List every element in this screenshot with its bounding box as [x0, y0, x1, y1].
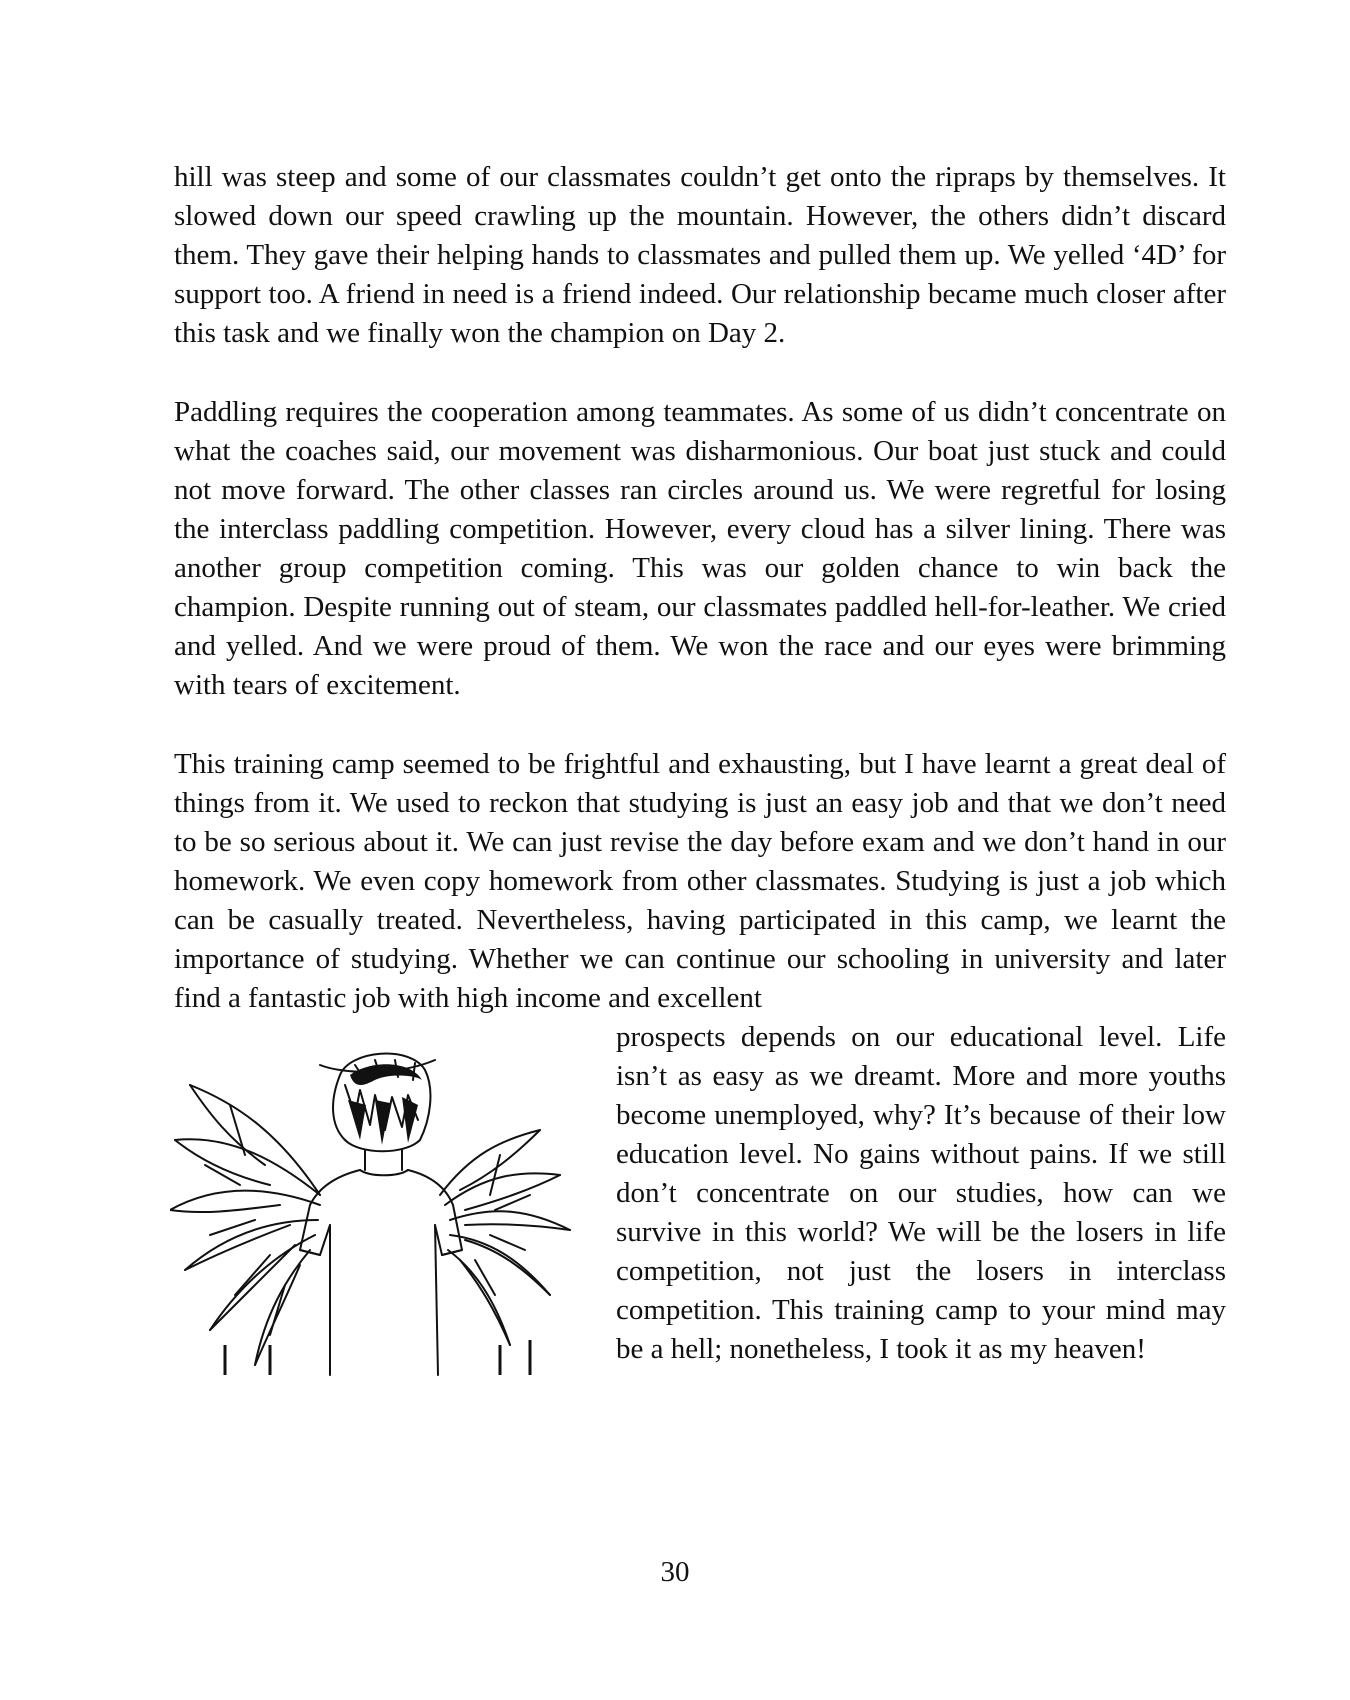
winged-figure-sketch-icon: [170, 1045, 590, 1400]
paragraph-training-camp: This training camp seemed to be frightful and exhausting, but I have learnt a great deal of things from it. We used to reckon that studying is just an easy job and that we don’t need to be so serious about it. We can just revise the day before exam and we don’t hand in our homework. We even copy homework from other classmates. Studying is just a job which can be casually treated. Nevertheless, having participated in this camp, we learnt the importance of studying. Whether we can continue our schooling in university and later find a fantastic job with high income and excellent: [174, 748, 1226, 1014]
page-number: 30: [660, 1556, 690, 1588]
paragraph-hill-climb: hill was steep and some of our classmates couldn’t get onto the ripraps by themselves. It slowed down our speed crawling up the mountain. However, the others didn’t discard them. They gave their helping hands to classmates and pulled them up. We yelled ‘4D’ for support too. A friend in need is a friend indeed. Our relationship became much closer after this task and we finally won the champion on Day 2.: [174, 161, 1226, 349]
paragraph-paddling: Paddling requires the cooperation among teammates. As some of us didn’t concentrate on what the coaches said, our movement was disharmonious. Our boat just stuck and could not move forward. The other classes ran circles around us. We were regretful for losing the interclass paddling competition. However, every cloud has a silver lining. There was another group competition coming. This was our golden chance to win back the champion. Despite running out of steam, our classmates paddled hell-for-leather. We cried and yelled. And we were proud of them. We won the race and our eyes were brimming with tears of excitement.: [174, 396, 1226, 701]
paragraph-training-camp-continued: prospects depends on our educational level. Life isn’t as easy as we dreamt. More and more youths become unemployed, why? It’s because of their low education level. No gains without pains. If we still don’t concentrate on our studies, how can we survive in this world? We will be the losers in life competition, not just the losers in interclass competition. This training camp to your mind may be a hell; nonetheless, I took it as my heaven!: [616, 1021, 1226, 1365]
